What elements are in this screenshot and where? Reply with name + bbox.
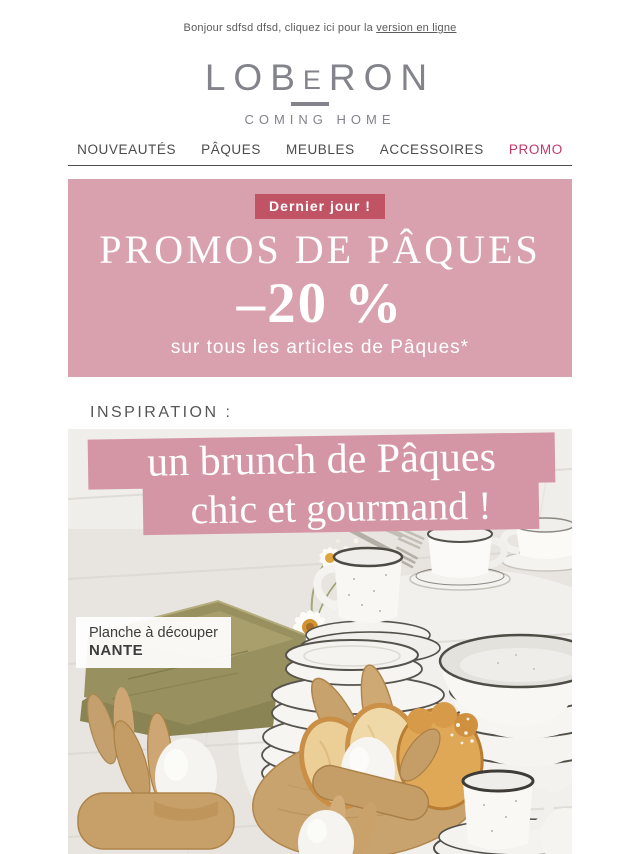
nav-item-accessoires[interactable]: ACCESSOIRES <box>379 142 484 157</box>
nav-item-nouveautes[interactable]: NOUVEAUTÉS <box>77 142 177 157</box>
main-nav <box>0 142 640 157</box>
preheader-text: Bonjour sdfsd dfsd, cliquez ici pour la <box>183 22 373 34</box>
product-tag <box>76 617 231 668</box>
brand-name-e: E <box>302 65 329 95</box>
banner-discount: –20 % <box>236 272 404 335</box>
last-day-badge: Dernier jour ! <box>255 194 385 219</box>
brand-name-right: RON <box>328 57 436 98</box>
headline-ribbon-2 <box>143 482 540 535</box>
preheader <box>0 0 640 34</box>
product-tag-line2: NANTE <box>89 642 144 659</box>
nav-item-promo[interactable]: PROMO <box>508 142 563 157</box>
banner-subtitle: sur tous les articles de Pâques* <box>170 337 470 358</box>
inspiration-heading: INSPIRATION : <box>90 404 233 421</box>
easter-brunch-photo[interactable] <box>68 429 572 854</box>
brand-logo[interactable] <box>0 58 640 127</box>
nav-divider <box>68 165 572 166</box>
headline-line1: un brunch de Pâques <box>146 434 497 486</box>
brand-name <box>0 58 640 100</box>
brand-tagline: COMING HOME <box>244 112 396 127</box>
headline-line2: chic et gourmand ! <box>190 482 492 533</box>
nav-item-meubles[interactable]: MEUBLES <box>286 142 355 157</box>
promo-banner[interactable] <box>68 179 572 377</box>
nav-item-paques[interactable]: PÂQUES <box>201 142 261 157</box>
product-tag-line1: Planche à découper <box>89 625 218 641</box>
online-version-link[interactable]: version en ligne <box>376 22 457 34</box>
headline-ribbon-1 <box>88 432 556 489</box>
logo-underline-bar <box>291 102 329 106</box>
brand-name-left: LOB <box>204 57 303 98</box>
banner-title: PROMOS DE PÂQUES <box>99 227 541 272</box>
